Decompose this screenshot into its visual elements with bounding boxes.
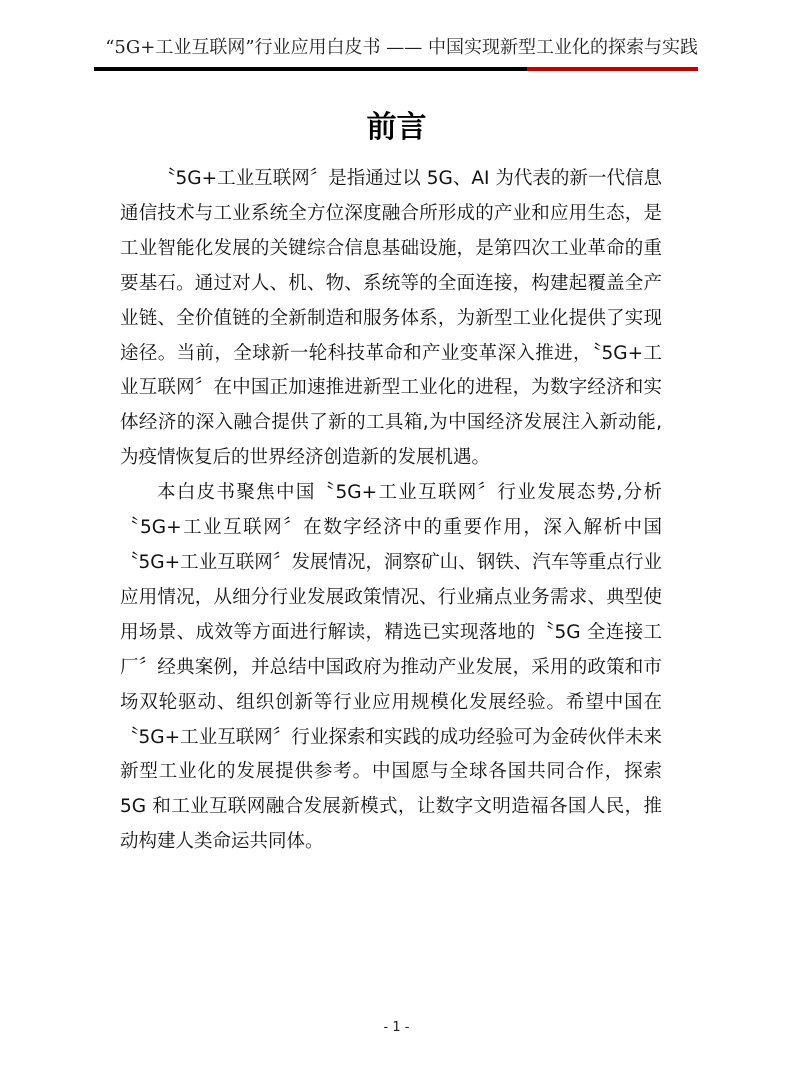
paragraph-2: 本白皮书聚焦中国〝5G+工业互联网〞行业发展态势,分析〝5G+工业互联网〞在数字经济中的重要作用，深入解析中国〝5G+工业互联网〞发展情况，洞察矿山、钢铁、汽车等重点行业应用情况，从细分行业发展政策情况、行业痛点业务需求、典型使用场景、成效等方面进行解读，精选已实现落地的〝5G 全连接工厂〞经典案例，并总结中国政府为推动产业发展，采用的政策和市场双轮驱动、组织创新等行业应用规模化发展经验。希望中国在〝5G+工业互联网〞行业探索和实践的成功经验可为金砖伙伴未来新型工业化的发展提供参考。中国愿与全球各国共同合作，探索 5G 和工业互联网融合发展新模式，让数字文明造福各国人民，推动构建人类命运共同体。 <box>120 482 663 853</box>
running-header: “5G+工业互联网”行业应用白皮书 —— 中国实现新型工业化的探索与实践 <box>105 37 698 58</box>
page-number: - 1 - <box>383 1020 410 1035</box>
page-title: 前言 <box>366 110 427 145</box>
header-rule-black <box>94 67 527 71</box>
header-rule-red <box>527 67 698 71</box>
paragraph-1: 〝5G+工业互联网〞是指通过以 5G、AI 为代表的新一代信息通信技术与工业系统全方位深度融合所形成的产业和应用生态，是工业智能化发展的关键综合信息基础设施，是第四次工业革命的重要基石。通过对人、机、物、系统等的全面连接，构建起覆盖全产业链、全价值链的全新制造和服务体系，为新型工业化提供了实现途径。当前，全球新一轮科技革命和产业变革深入推进，〝5G+工业互联网〞在中国正加速推进新型工业化的进程，为数字经济和实体经济的深入融合提供了新的工具箱,为中国经济发展注入新动能,为疫情恢复后的世界经济创造新的发展机遇。 <box>120 168 663 469</box>
body-text <box>120 162 662 860</box>
